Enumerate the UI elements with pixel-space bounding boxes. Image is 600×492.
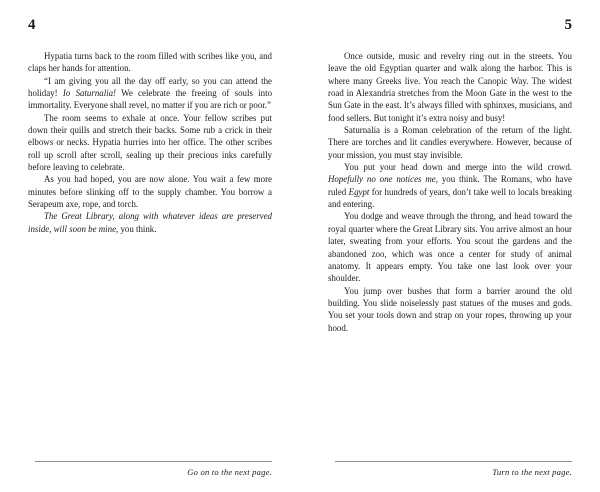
page-number-right: 5 (564, 17, 572, 33)
left-page-footer (28, 461, 272, 478)
paragraph (328, 50, 572, 124)
text-run: We celebrate the freeing of souls into immortality. Everyone shall revel, no matter if you are rich or poor.” (28, 88, 273, 111)
italic-run: The Great Library, along with whatever ideas are preserved inside, will soon be mine (28, 211, 272, 234)
paragraph (28, 173, 272, 210)
italic-run: Io Saturnalia! (62, 88, 117, 99)
text-run: The room seems to exhale at once. Your fellow scribes put down their quills and stretch their backs. Some rub a crick in their elbows or necks. Hypatia hurries into her office. The other scribes roll up scroll after scroll, sealing up their precious inks carefully before leaving to celebrate. (28, 112, 272, 173)
text-run: , you think. (116, 223, 157, 234)
page-number-left: 4 (28, 17, 36, 33)
text-run: You put your head down and merge into the wild crowd. (344, 162, 572, 173)
footer-note-right: Turn to the next page. (492, 467, 572, 477)
italic-run: Egypt (348, 186, 370, 197)
paragraph (328, 124, 572, 161)
footer-divider-left (35, 461, 272, 462)
right-page (300, 0, 600, 492)
text-run: for hundreds of years, don’t take well to locals breaking and entering. (328, 186, 572, 210)
paragraph (28, 75, 272, 112)
paragraph (28, 112, 272, 174)
paragraph (28, 50, 272, 75)
italic-run: Hopefully no one notices me (328, 174, 436, 185)
paragraph (328, 285, 572, 334)
text-run: Saturnalia is a Roman celebration of the return of the light. There are torches and lit candles everywhere. However, because of your mission, you must stay invisible. (328, 125, 572, 160)
footer-note-left: Go on to the next page. (187, 467, 272, 477)
text-run: , you think. The Romans, who have ruled (328, 174, 572, 197)
footer-divider-right (335, 461, 572, 462)
left-page-body-text (28, 50, 272, 492)
paragraph (28, 210, 272, 235)
paragraph (328, 161, 572, 210)
text-run: Hypatia turns back to the room filled with scribes like you, and claps her hands for attention. (28, 51, 272, 74)
right-page-footer (328, 461, 572, 478)
text-run: Once outside, music and revelry ring out in the streets. You leave the old Egyptian quarter and walk along the harbor. This is where many Greeks live. You reach the Canopic Way. The widest road in Alexandria stretches from the Moon Gate in the west to the Sun Gate in the east. It’s always filled with sphinxes, musicians, and food sellers. But tonight it’s extra noisy and busy! (328, 51, 572, 123)
text-run: You jump over bushes that form a barrier around the old building. You slide noiselessly past statues of the muses and gods. You set your tools down and strap on your ropes, throwing up your hood. (328, 285, 572, 333)
text-run: As you had hoped, you are now alone. You wait a few more minutes before slinking off to the supply chamber. You borrow a Serapeum axe, rope, and torch. (28, 174, 272, 210)
text-run: “I am giving you all the day off early, so you can attend the holiday! (28, 75, 272, 99)
paragraph (328, 210, 572, 284)
text-run: You dodge and weave through the throng, and head toward the royal quarter where the Great Library sits. You arrive almost an hour later, sweating from your efforts. You scout the gardens and the abandoned zoo, which was once a center for study of animal anatomy. It appears empty. You take one last look over your shoulder. (328, 211, 572, 284)
right-page-body-text (328, 50, 572, 492)
